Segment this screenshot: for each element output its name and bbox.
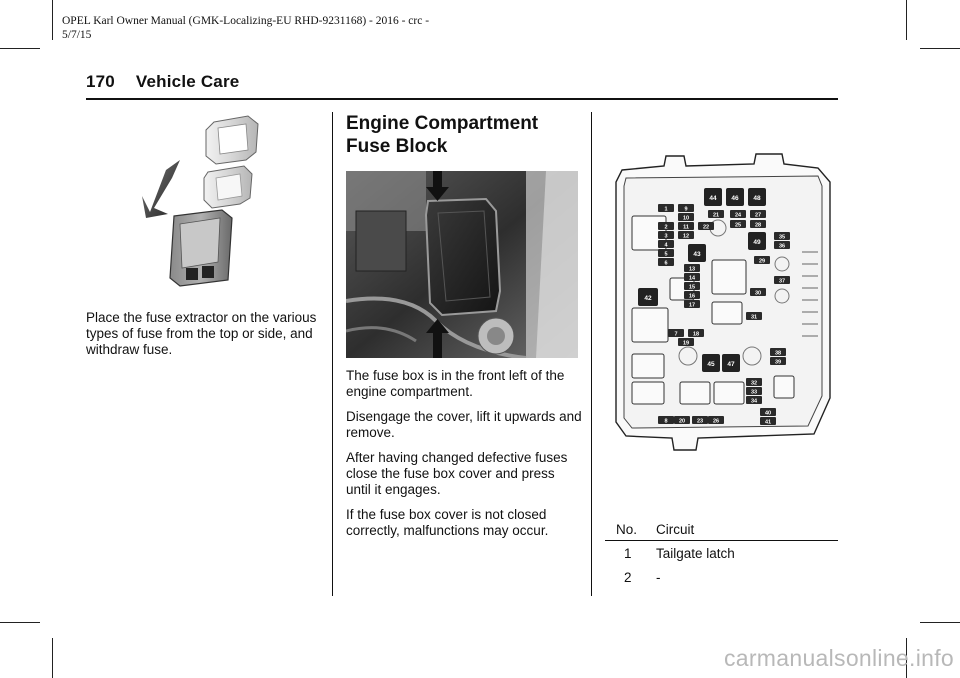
fuse-label: 4 [664, 242, 668, 249]
crop-mark [906, 0, 907, 40]
section-heading [346, 112, 538, 158]
paragraph: Disengage the cover, lift it upwards and remove. [346, 409, 582, 440]
fuse-label: 34 [750, 398, 758, 405]
fuse-label: 49 [753, 239, 761, 246]
fuse-label: 7 [674, 331, 678, 338]
left-column-text [86, 310, 322, 367]
fuse-label: 9 [684, 206, 688, 213]
fuse-label: 6 [664, 260, 668, 267]
row-circuit: - [656, 570, 661, 585]
fuse-label: 35 [778, 234, 786, 241]
fuse-label: 22 [702, 224, 710, 231]
fuse-label: 13 [688, 266, 696, 273]
fuse-label: 47 [727, 361, 735, 368]
fuse-label: 8 [664, 418, 668, 425]
fuse-label: 5 [664, 251, 668, 258]
column-divider [591, 112, 592, 596]
crop-mark [52, 638, 53, 678]
fuse-label: 28 [754, 222, 762, 229]
column-divider [332, 112, 333, 596]
fuse-label: 26 [712, 418, 720, 425]
page-header [86, 72, 239, 92]
fuse-label: 43 [693, 251, 701, 258]
fuse-label: 37 [778, 278, 786, 285]
fuse-label: 14 [688, 275, 696, 282]
paragraph: If the fuse box cover is not closed correctly, malfunctions may occur. [346, 507, 549, 538]
fuse-label: 20 [678, 418, 686, 425]
header-rule [86, 98, 838, 100]
crop-mark [52, 0, 53, 40]
paragraph: After having changed defective fuses close the fuse box cover and press until it engages. [346, 450, 568, 497]
fuse-extractor-illustration [136, 112, 276, 292]
crop-mark [0, 48, 40, 49]
fuse-label: 42 [644, 295, 652, 302]
fuse-label: 3 [664, 233, 668, 240]
crop-mark [0, 622, 40, 623]
row-number: 2 [624, 570, 632, 585]
fuse-label: 29 [758, 258, 766, 265]
crop-mark [920, 622, 960, 623]
fuse-label: 25 [734, 222, 742, 229]
engine-compartment-photo [346, 171, 578, 358]
fuse-label: 36 [778, 243, 786, 250]
fuse-block-diagram [604, 152, 836, 452]
fuse-label: 19 [682, 340, 690, 347]
row-number: 1 [624, 546, 632, 561]
fuse-label: 10 [682, 215, 690, 222]
running-header-line1: OPEL Karl Owner Manual (GMK-Localizing-EU RHD-9231168) - 2016 - crc - [62, 15, 430, 27]
fuse-label: 40 [764, 410, 772, 417]
fuse-label: 31 [750, 314, 758, 321]
fuse-label: 15 [688, 284, 696, 291]
fuse-label: 16 [688, 293, 696, 300]
section-title: Vehicle Care [135, 72, 240, 91]
middle-column-text [346, 368, 582, 548]
fuse-label: 44 [709, 195, 717, 202]
fuse-label: 27 [754, 212, 762, 219]
fuse-label: 48 [753, 195, 761, 202]
fuse-label: 21 [712, 212, 720, 219]
running-header-line2: 5/7/15 [62, 29, 92, 41]
fuse-label: 12 [682, 233, 690, 240]
fuse-label: 32 [750, 380, 758, 387]
fuse-label: 11 [683, 224, 689, 231]
fuse-label: 1 [664, 206, 668, 213]
fuse-label: 2 [664, 224, 668, 231]
column-header-circuit: Circuit [656, 522, 695, 537]
fuse-label: 45 [707, 361, 715, 368]
heading-line: Fuse Block [346, 136, 448, 157]
page-number: 170 [86, 72, 115, 91]
fuse-label: 18 [692, 331, 700, 338]
crop-mark [920, 48, 960, 49]
fuse-label: 30 [754, 290, 762, 297]
fuse-label: 24 [734, 212, 742, 219]
fuse-label: 41 [764, 419, 772, 426]
fuse-label: 33 [750, 389, 758, 396]
fuse-label: 23 [696, 418, 704, 425]
heading-line: Engine Compartment [346, 113, 539, 134]
fuse-label: 38 [774, 350, 782, 357]
column-header-no: No. [616, 522, 638, 537]
fuse-label: 17 [688, 302, 696, 309]
fuse-label: 39 [774, 359, 782, 366]
row-circuit: Tailgate latch [656, 546, 735, 561]
fuse-label: 46 [731, 195, 739, 202]
paragraph: The fuse box is in the front left of the engine compartment. [346, 368, 565, 399]
watermark: carmanualsonline.info [723, 645, 954, 671]
table-rule [605, 540, 838, 541]
paragraph: Place the fuse extractor on the various types of fuse from the top or side, and withdraw fuse. [86, 310, 317, 357]
running-header [62, 14, 429, 42]
